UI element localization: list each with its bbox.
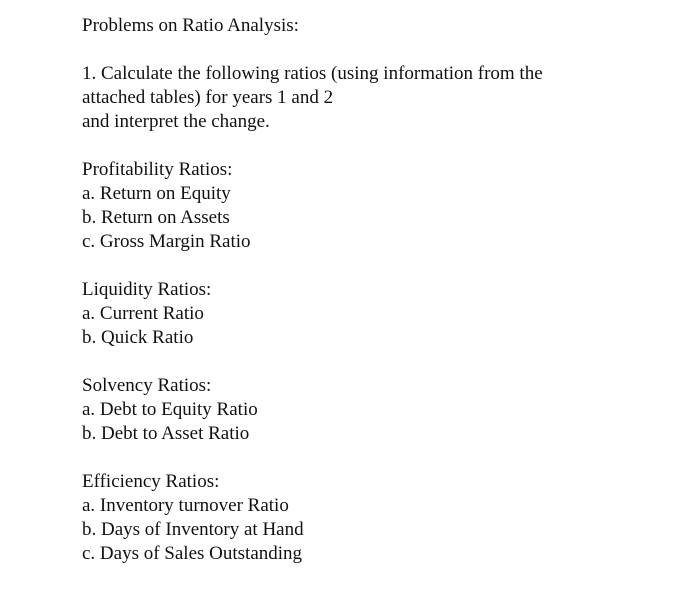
section-profitability	[82, 158, 682, 254]
list-item: c. Days of Sales Outstanding	[82, 543, 303, 564]
section-heading: Solvency Ratios:	[82, 375, 212, 396]
section-heading: Liquidity Ratios:	[82, 279, 212, 300]
list-item: b. Debt to Asset Ratio	[82, 423, 250, 444]
list-item: b. Days of Inventory at Hand	[82, 519, 304, 540]
section-efficiency	[82, 470, 682, 566]
section-heading: Profitability Ratios:	[82, 159, 233, 180]
problem-statement	[82, 62, 682, 134]
document-body	[82, 14, 682, 566]
list-item: a. Return on Equity	[82, 183, 231, 204]
problem-line: 1. Calculate the following ratios (using information from the	[82, 63, 543, 84]
list-item: b. Return on Assets	[82, 207, 230, 228]
problem-line: and interpret the change.	[82, 111, 270, 132]
list-item: b. Quick Ratio	[82, 327, 194, 348]
list-item: c. Gross Margin Ratio	[82, 231, 251, 252]
list-item: a. Debt to Equity Ratio	[82, 399, 258, 420]
page-title: Problems on Ratio Analysis:	[82, 15, 299, 36]
section-heading: Efficiency Ratios:	[82, 471, 220, 492]
problem-line: attached tables) for years 1 and 2	[82, 87, 334, 108]
section-liquidity	[82, 278, 682, 350]
list-item: a. Inventory turnover Ratio	[82, 495, 289, 516]
list-item: a. Current Ratio	[82, 303, 204, 324]
section-solvency	[82, 374, 682, 446]
